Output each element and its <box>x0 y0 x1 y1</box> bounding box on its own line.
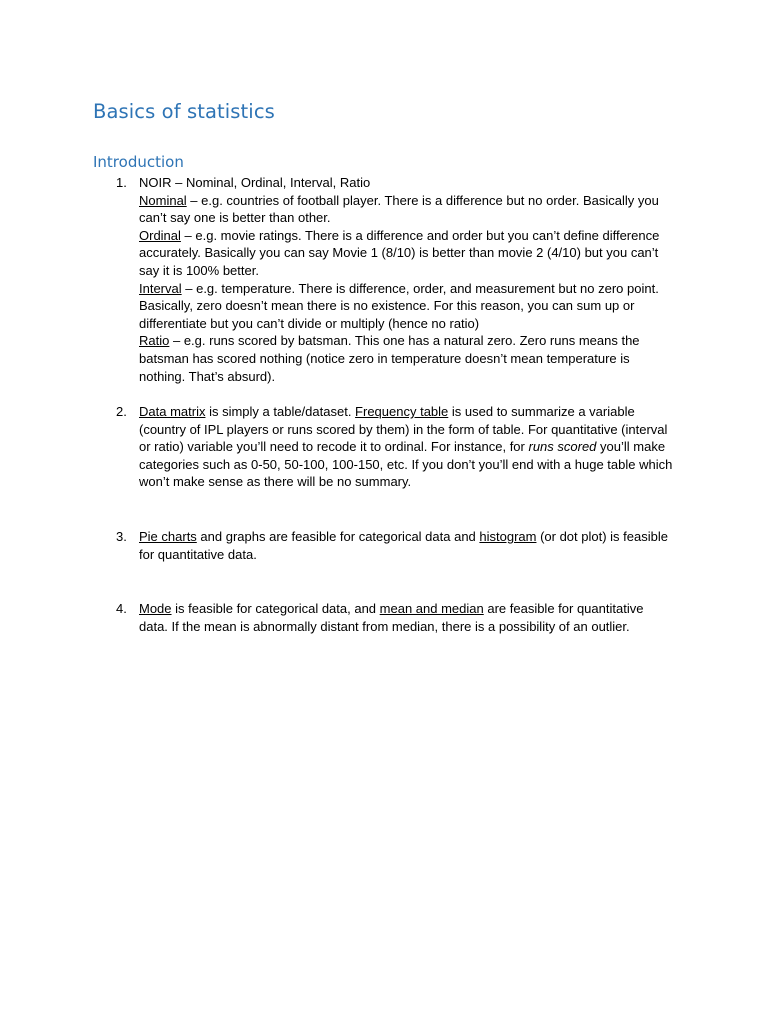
text-line <box>139 546 679 564</box>
text-run: is used to summarize a variable <box>448 404 635 419</box>
text-run: – e.g. temperature. There is difference, order, and measurement but no zero point. <box>181 280 659 296</box>
list-item-number: 2. <box>116 404 127 419</box>
section-heading-introduction: Introduction <box>93 153 184 171</box>
text-run: – e.g. countries of football player. There is a difference but no order. Basically you <box>186 192 659 208</box>
text-line <box>139 174 679 192</box>
text-line <box>139 618 679 636</box>
term-underlined: Ordinal <box>139 227 181 243</box>
text-run: say it is 100% better. <box>139 262 259 278</box>
term-underlined: Data matrix <box>139 404 206 419</box>
list-item-body <box>139 403 679 491</box>
list-item-body <box>139 600 679 635</box>
text-run: – e.g. runs scored by batsman. This one has a natural zero. Zero runs means the <box>169 333 640 349</box>
text-run: and graphs are feasible for categorical data and <box>196 529 480 544</box>
text-line <box>139 280 679 298</box>
text-italic: runs scored <box>528 439 597 455</box>
list-item-body <box>139 174 679 385</box>
text-run: is feasible for categorical data, and <box>171 601 380 616</box>
text-line <box>139 332 679 350</box>
text-run: can’t say one is better than other. <box>139 210 331 226</box>
text-run: (country of IPL players or runs scored by them) in the form of table. For quantitative (interval <box>139 421 668 437</box>
term-underlined: histogram <box>479 529 537 544</box>
text-run: batsman has scored nothing (notice zero in temperature doesn’t mean temperature is <box>139 350 630 366</box>
term-underlined: Nominal <box>139 192 187 208</box>
text-line <box>139 192 679 210</box>
text-run: is simply a table/dataset. <box>205 404 356 419</box>
text-run: won’t make sense as there will be no summary. <box>139 474 412 490</box>
text-line <box>139 368 679 386</box>
text-run: data. If the mean is abnormally distant from median, there is a possibility of an outlier. <box>139 618 630 634</box>
term-underlined: Ratio <box>139 333 170 349</box>
term-underlined: Interval <box>139 280 182 296</box>
text-run: you’ll make <box>596 439 666 455</box>
text-run: or ratio) variable you’ll need to recode it to ordinal. For instance, for <box>139 439 529 455</box>
text-line <box>139 528 679 546</box>
text-line <box>139 600 679 618</box>
text-run: for quantitative data. <box>139 546 257 562</box>
term-underlined: Mode <box>139 601 172 616</box>
list-item-number: 3. <box>116 529 127 544</box>
text-line <box>139 315 679 333</box>
text-run: accurately. Basically you can say Movie 1 (8/10) is better than movie 2 (4/10) but you can’t <box>139 245 659 261</box>
list-item-body <box>139 528 679 563</box>
text-run: categories such as 0-50, 50-100, 100-150, etc. If you don’t you’ll end with a huge table which <box>139 456 673 472</box>
text-line <box>139 209 679 227</box>
text-run: nothing. That’s absurd). <box>139 368 276 384</box>
text-line <box>139 350 679 368</box>
text-line <box>139 227 679 245</box>
text-line <box>139 421 679 439</box>
text-run: differentiate but you can’t divide or multiply (hence no ratio) <box>139 315 480 331</box>
list-item-number: 1. <box>116 175 127 190</box>
text-line <box>139 473 679 491</box>
text-run: (or dot plot) is feasible <box>536 529 668 544</box>
text-line <box>139 297 679 315</box>
text-run: – e.g. movie ratings. There is a difference and order but you can’t define difference <box>180 227 660 243</box>
text-run: NOIR – Nominal, Ordinal, Interval, Ratio <box>139 175 371 190</box>
text-run: are feasible for quantitative <box>483 601 644 616</box>
text-line <box>139 456 679 474</box>
text-run: Basically, zero doesn’t mean there is no existence. For this reason, you can sum up or <box>139 298 635 314</box>
term-underlined: Pie charts <box>139 529 197 544</box>
term-underlined: Frequency table <box>355 404 449 419</box>
text-line <box>139 262 679 280</box>
text-line <box>139 438 679 456</box>
text-line <box>139 403 679 421</box>
document-title: Basics of statistics <box>93 100 275 123</box>
text-line <box>139 244 679 262</box>
term-underlined: mean and median <box>379 601 484 616</box>
list-item-number: 4. <box>116 601 127 616</box>
